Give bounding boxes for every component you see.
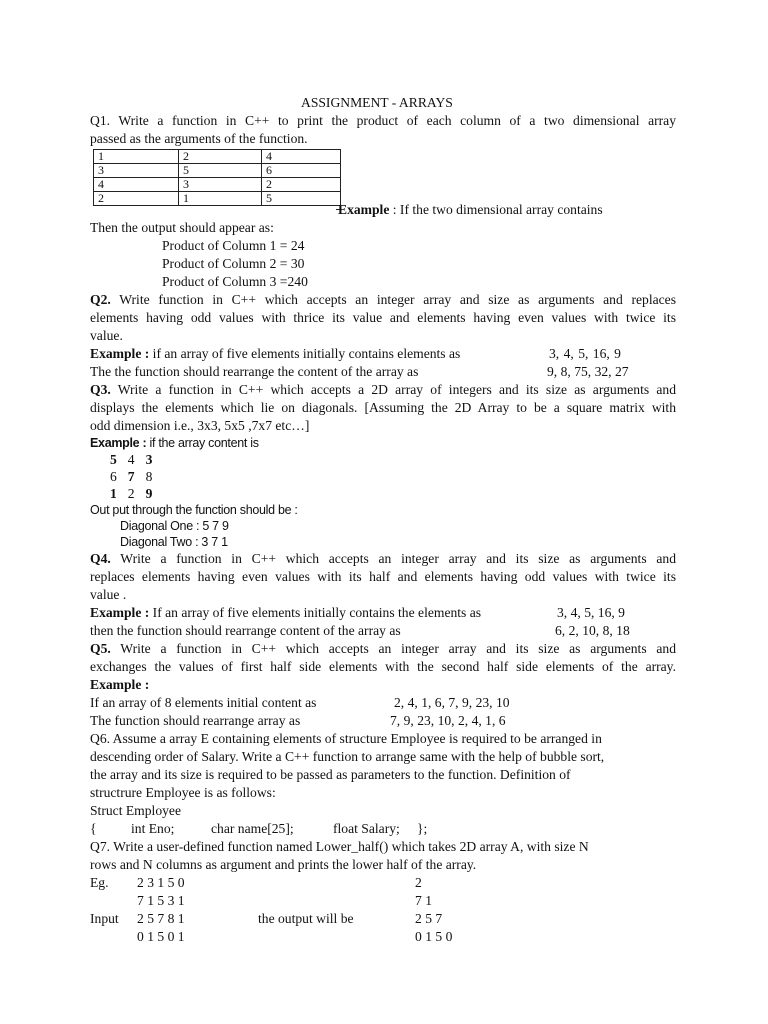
table-cell: 4: [262, 150, 341, 164]
table-row: [94, 178, 341, 192]
q2-line-2: elements having odd values with thrice its value and elements having even values with twice its: [90, 310, 676, 325]
matrix-cell: 4: [127, 452, 135, 467]
q3-output-label: Out put through the function should be :: [90, 503, 298, 517]
q2-line-3: value.: [90, 328, 123, 343]
table-cell: 4: [94, 178, 179, 192]
q3-diagonal-one: Diagonal One : 5 7 9: [120, 519, 229, 533]
q5-line-5: The function should rearrange array as: [90, 713, 301, 728]
q3-matrix-row-1: [110, 451, 152, 469]
example-text: : If the two dimensional array contains: [389, 202, 603, 217]
q1-line-2: passed as the arguments of the function.: [90, 131, 308, 146]
table-cell: 2: [179, 150, 262, 164]
q6-line-5: Struct Employee: [90, 803, 181, 818]
matrix-cell: 2: [127, 486, 135, 501]
q6-struct-salary: float Salary;: [333, 821, 400, 836]
example-label: Example :: [90, 346, 150, 361]
q4-line-3: value .: [90, 587, 127, 602]
q5-text: Write a function in C++ which accepts an integer array and its size as arguments and: [110, 641, 676, 656]
example-label: Example: [338, 202, 390, 217]
q4-text: Write a function in C++ which accepts an integer array and its size as arguments and: [110, 551, 676, 566]
q1-line-1: Q1. Write a function in C++ to print the product of each column of a two dimensional array: [90, 113, 676, 128]
q3-text: Write a function in C++ which accepts a 2D array of integers and its size as arguments and: [110, 382, 676, 397]
q3-label: Q3.: [90, 382, 111, 397]
q5-line-1: [90, 640, 676, 658]
q3-line-2: displays the elements which lie on diagonals. [Assuming the 2D Array to be a square matrix with: [90, 400, 676, 415]
q7-input-row-1: 2 3 1 5 0: [137, 875, 185, 890]
matrix-cell: 1: [110, 486, 117, 501]
q7-line-1: Q7. Write a user-defined function named Lower_half() which takes 2D array A, with size N: [90, 839, 589, 854]
q5-line-4-values: 2, 4, 1, 6, 7, 9, 23, 10: [394, 695, 510, 710]
q6-line-2: descending order of Salary. Write a C++ function to arrange same with the help of bubble sort,: [90, 749, 605, 764]
table-cell: 5: [179, 164, 262, 178]
q2-line-1: [90, 291, 676, 309]
matrix-cell: 9: [145, 486, 153, 501]
q7-input-row-2: 7 1 5 3 1: [137, 893, 185, 908]
q1-array-table: [93, 149, 341, 206]
table-cell: 3: [94, 164, 179, 178]
page-title: ASSIGNMENT - ARRAYS: [301, 95, 453, 110]
table-row: [94, 164, 341, 178]
q2-label: Q2.: [90, 292, 111, 307]
q2-example: [90, 345, 460, 363]
table-cell: 2: [262, 178, 341, 192]
q4-example-values: 3, 4, 5, 16, 9: [557, 605, 625, 620]
q1-output-2: Product of Column 2 = 30: [162, 256, 305, 271]
q6-struct-eno: int Eno;: [131, 821, 175, 836]
q3-line-3: odd dimension i.e., 3x3, 5x5 ,7x7 etc…]: [90, 418, 310, 433]
table-cell: 6: [262, 164, 341, 178]
matrix-cell: 8: [145, 469, 153, 484]
table-cell: 1: [94, 150, 179, 164]
table-row: [94, 150, 341, 164]
q7-output-row-4: 0 1 5 0: [415, 929, 453, 944]
example-label: Example :: [90, 436, 147, 450]
q3-diagonal-two: Diagonal Two : 3 7 1: [120, 535, 228, 549]
q6-struct-name: char name[25];: [211, 821, 294, 836]
q2-example-values: 3, 4, 5, 16, 9: [549, 346, 621, 361]
q5-line-4: If an array of 8 elements initial content as: [90, 695, 317, 710]
matrix-cell: 7: [127, 469, 135, 484]
q4-line-1: [90, 550, 676, 568]
table-cell: 5: [262, 192, 341, 206]
q4-line-2: replaces elements having even values with its half and elements having odd values with twice its: [90, 569, 676, 584]
q5-example-label: Example :: [90, 677, 150, 692]
matrix-cell: 6: [110, 469, 117, 484]
q3-matrix-row-2: [110, 468, 152, 486]
q4-then-values: 6, 2, 10, 8, 18: [555, 623, 630, 638]
q3-example: [90, 434, 259, 452]
q6-struct-brace-open: {: [90, 821, 97, 836]
q7-eg-label: Eg.: [90, 875, 109, 890]
q1-example: [338, 201, 603, 219]
q7-input-row-3: 2 5 7 8 1: [137, 911, 185, 926]
q1-output-1: Product of Column 1 = 24: [162, 238, 305, 253]
example-label: Example :: [90, 605, 150, 620]
q7-output-row-2: 7 1: [415, 893, 432, 908]
q4-then: then the function should rearrange content of the array as: [90, 623, 401, 638]
q3-line-1: [90, 381, 676, 399]
table-cell: 3: [179, 178, 262, 192]
table-cell: 1: [179, 192, 262, 206]
q7-line-2: rows and N columns as argument and prints the lower half of the array.: [90, 857, 477, 872]
q6-line-3: the array and its size is required to be passed as parameters to the function. Definition of: [90, 767, 571, 782]
q7-output-row-3: 2 5 7: [415, 911, 443, 926]
example-text: if the array content is: [146, 436, 259, 450]
q1-then: Then the output should appear as:: [90, 220, 274, 235]
example-text: if an array of five elements initially contains elements as: [149, 346, 461, 361]
q1-output-3: Product of Column 3 =240: [162, 274, 308, 289]
q6-line-4: structrure Employee is as follows:: [90, 785, 276, 800]
q6-struct-brace-close: };: [417, 821, 428, 836]
q2-then-values: 9, 8, 75, 32, 27: [547, 364, 629, 379]
q5-line-5-values: 7, 9, 23, 10, 2, 4, 1, 6: [390, 713, 506, 728]
q5-line-2: exchanges the values of first half side elements with the second half side elements of the array.: [90, 659, 676, 674]
matrix-cell: 3: [145, 452, 153, 467]
example-text: If an array of five elements initially contains the elements as: [149, 605, 482, 620]
q5-label: Q5.: [90, 641, 111, 656]
q6-line-1: Q6. Assume a array E containing elements of structure Employee is required to be arranged in: [90, 731, 602, 746]
q7-output-label: the output will be: [258, 911, 354, 926]
table-row: [94, 192, 341, 206]
q4-example: [90, 604, 481, 622]
q7-input-row-4: 0 1 5 0 1: [137, 929, 185, 944]
q2-then: The the function should rearrange the content of the array as: [90, 364, 419, 379]
table-cell: 2: [94, 192, 179, 206]
matrix-cell: 5: [110, 452, 117, 467]
q2-text: Write function in C++ which accepts an integer array and size as arguments and replaces: [110, 292, 676, 307]
q7-input-label: Input: [90, 911, 119, 926]
q7-output-row-1: 2: [415, 875, 422, 890]
q4-label: Q4.: [90, 551, 111, 566]
